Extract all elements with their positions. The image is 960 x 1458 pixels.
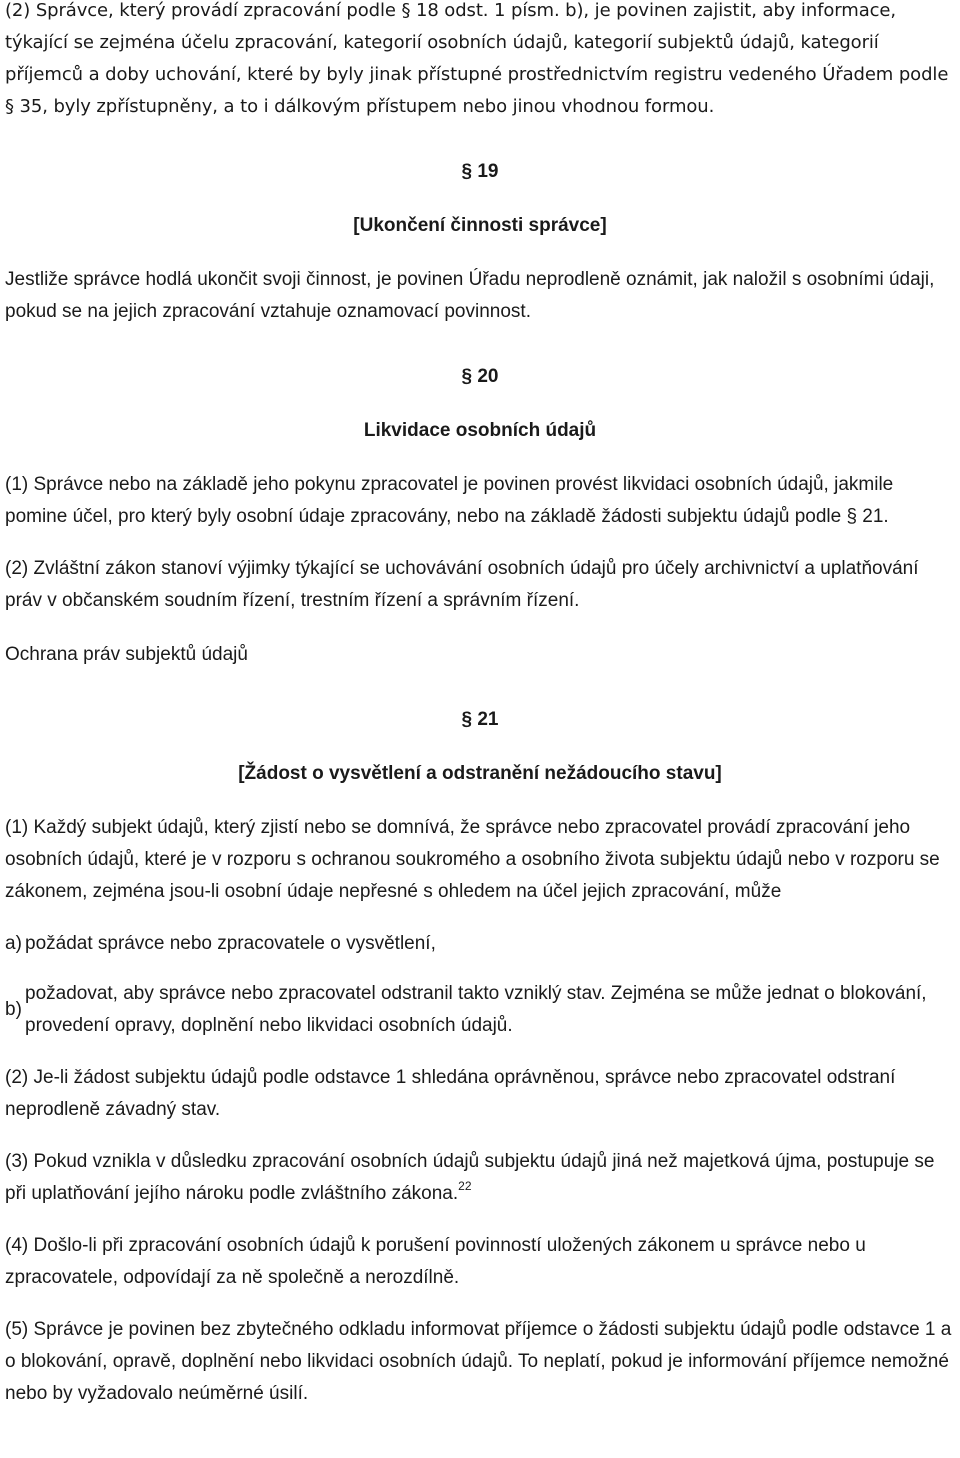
section-19-text: Jestliže správce hodlá ukončit svoji činnost, je povinen Úřadu neprodleně oznámit, jak naložil s osobními údaji, pokud se na jejich zpracování vztahuje oznamovací povinnost.	[5, 269, 935, 322]
section-21-paragraph-3-text: (3) Pokud vznikla v důsledku zpracování osobních údajů subjektu údajů jiná než majetková újma, postupuje se při uplatňování jejího nároku podle zvláštního zákona.	[5, 1151, 935, 1204]
list-item-b-marker: b)	[5, 999, 22, 1020]
list-item-b	[5, 978, 955, 1042]
list-item-a	[5, 928, 955, 960]
section-21-paragraph-1: (1) Každý subjekt údajů, který zjistí nebo se domnívá, že správce nebo zpracovatel provádí zpracování jeho osobních údajů, které je v rozporu s ochranou soukromého a osobního života subjektu údajů nebo v rozporu se zákonem, zejména jsou-li osobní údaje nepřesné s ohledem na účel jejich zpracování, může	[5, 817, 940, 902]
section-19-title: [Ukončení činnosti správce]	[353, 215, 607, 236]
list-item-a-text: požádat správce nebo zpracovatele o vysvětlení,	[25, 933, 436, 954]
section-20-number: § 20	[461, 366, 499, 387]
section-21-paragraph-2: (2) Je-li žádost subjektu údajů podle odstavce 1 shledána oprávněnou, správce nebo zpracovatel odstraní neprodleně závadný stav.	[5, 1067, 896, 1120]
footnote-reference: 22	[458, 1179, 472, 1193]
section-20-paragraph-2: (2) Zvláštní zákon stanoví výjimky týkající se uchovávání osobních údajů pro účely archivnictví a uplatňování práv v občanském soudním řízení, trestním řízení a správním řízení.	[5, 558, 919, 611]
section-20-title: Likvidace osobních údajů	[363, 420, 597, 441]
section-20-paragraph-1: (1) Správce nebo na základě jeho pokynu zpracovatel je povinen provést likvidaci osobních údajů, jakmile pomine účel, pro který byly osobní údaje zpracovány, nebo na základě žádosti subjektu údajů podle § 21.	[5, 474, 894, 527]
section-21-paragraph-5: (5) Správce je povinen bez zbytečného odkladu informovat příjemce o žádosti subjektu údajů podle odstavce 1 a o blokování, opravě, doplnění nebo likvidaci osobních údajů. To neplatí, pokud je informování příjemce nemožné nebo by vyžadovalo neúměrné úsilí.	[5, 1319, 952, 1404]
section-21-paragraph-4: (4) Došlo-li při zpracování osobních údajů k porušení povinností uložených zákonem u správce nebo u zpracovatele, odpovídají za ně společně a nerozdílně.	[5, 1235, 866, 1288]
section-21-number: § 21	[461, 709, 499, 730]
section-21-paragraph-3	[5, 1146, 955, 1210]
section-21-title: [Žádost o vysvětlení a odstranění nežádoucího stavu]	[238, 763, 722, 784]
part-heading: Ochrana práv subjektů údajů	[5, 644, 248, 665]
intro-paragraph: (2) Správce, který provádí zpracování podle § 18 odst. 1 písm. b), je povinen zajistit, aby informace, týkající se zejména účelu zpracování, kategorií osobních údajů, kategorií subjektů údajů, kategorií příjemců a doby uchování, které by byly jinak přístupné prostřednictvím registru vedeného Úřadem podle § 35, byly zpřístupněny, a to i dálkovým přístupem nebo jinou vhodnou formou.	[5, 0, 949, 117]
section-19-number: § 19	[461, 161, 499, 182]
list-item-b-text: požadovat, aby správce nebo zpracovatel odstranil takto vzniklý stav. Zejména se může jednat o blokování, provedení opravy, doplnění nebo likvidaci osobních údajů.	[25, 983, 927, 1036]
list-item-a-marker: a)	[5, 933, 22, 954]
document-page	[5, 0, 955, 1410]
